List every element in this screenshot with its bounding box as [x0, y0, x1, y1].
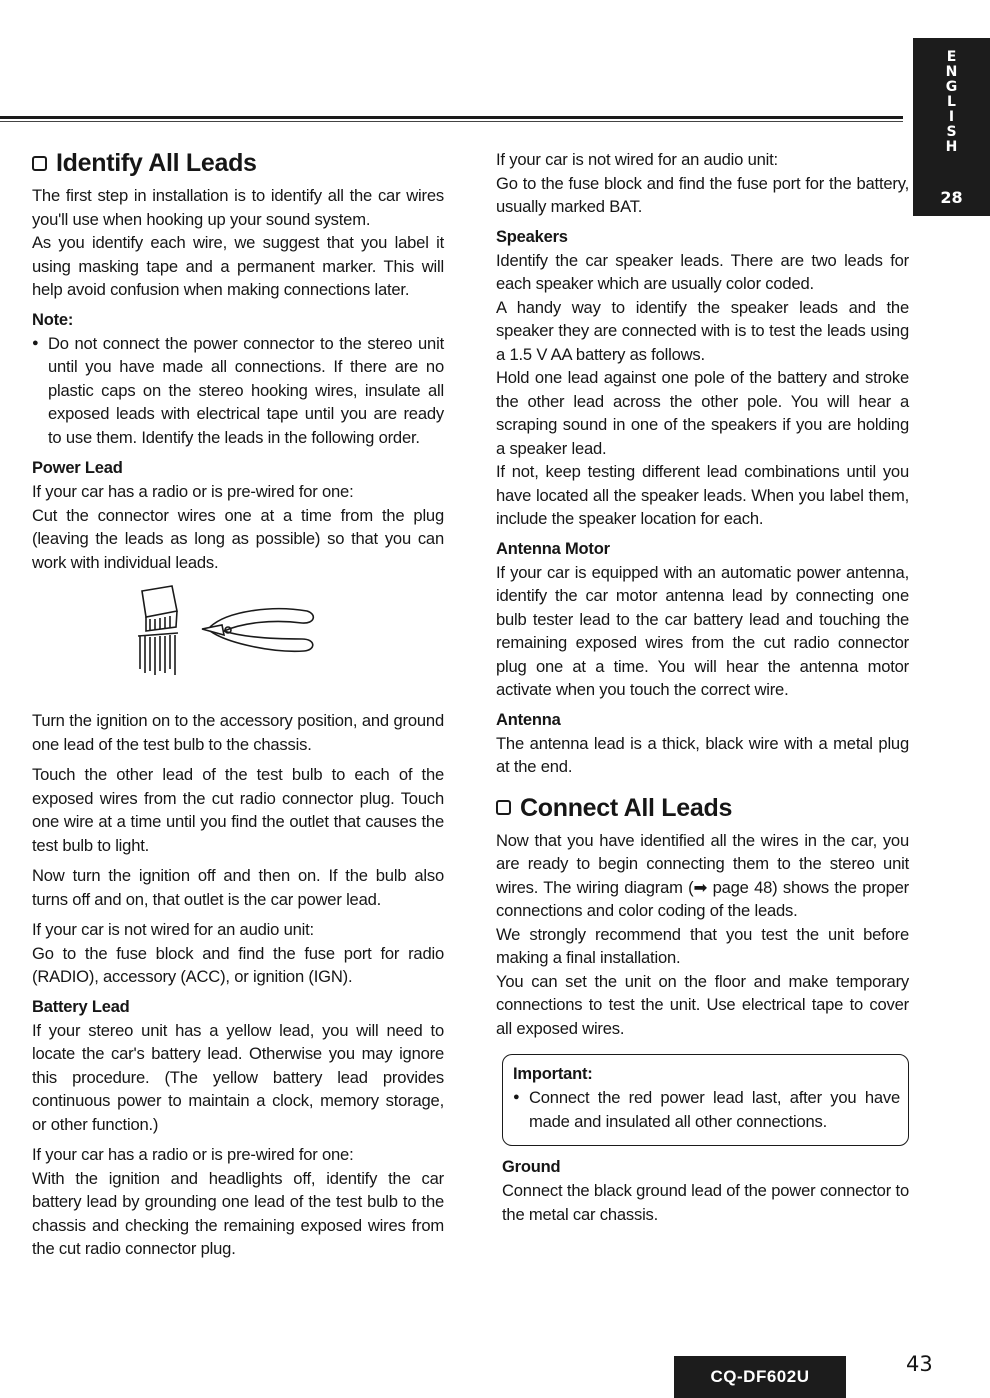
identify-heading-text: Identify All Leads	[56, 149, 257, 177]
important-list	[513, 1086, 900, 1133]
tab-letter: L	[947, 94, 956, 110]
tab-letter: G	[945, 79, 958, 95]
left-column	[32, 148, 444, 1268]
paragraph: Go to the fuse block and find the fuse port for the battery, usually marked BAT.	[496, 173, 909, 216]
note-heading: Note:	[32, 310, 74, 329]
antenna-motor-heading: Antenna Motor	[496, 539, 610, 558]
connect-heading-text: Connect All Leads	[520, 793, 733, 822]
paragraph: Now turn the ignition off and then on. If the bulb also turns off and on, that outlet is the car power lead.	[32, 866, 444, 909]
paragraph: Touch the other lead of the test bulb to each of the exposed wires from the cut radio connector plug. Touch one wire at a time until you find the outlet that causes the test bulb to light.	[32, 765, 444, 855]
paragraph: Hold one lead against one pole of the battery and stroke the other lead across the other pole. You will hear a scraping sound in one of the speakers if you are holding a speaker lead.	[496, 368, 909, 458]
right-column	[496, 148, 909, 1233]
note-list	[32, 332, 444, 450]
paragraph: Cut the connector wires one at a time from the plug (leaving the leads as long as possible) so that you can work with individual leads.	[32, 505, 444, 572]
tab-letter: I	[948, 109, 955, 125]
important-box	[502, 1054, 909, 1146]
paragraph: If your car is equipped with an automatic power antenna, identify the car motor antenna lead by connecting one bulb tester lead to the car battery lead and touching the remaining exposed wires from the cut radio connector plug one at a time. You will hear the antenna motor activate when you touch the correct wire.	[496, 562, 909, 699]
paragraph: We strongly recommend that you test the unit before making a final installation.	[496, 924, 909, 967]
cutting-wires-illustration	[32, 581, 444, 697]
battery-lead-heading: Battery Lead	[32, 997, 130, 1016]
antenna-heading: Antenna	[496, 710, 561, 729]
tab-letter: N	[945, 64, 958, 80]
paragraph: Now that you have identified all the wires in the car, you are ready to begin connecting them to the stereo unit wires. The wiring diagram (➡ page 48) shows the proper connections and color coding of the leads.	[496, 830, 909, 920]
speakers-heading: Speakers	[496, 227, 568, 246]
paragraph: If your stereo unit has a yellow lead, you will need to locate the car's battery lead. Otherwise you may ignore this procedure. (The yellow battery lead provides continuous power to maintain a clock, memory storage, or other function.)	[32, 1020, 444, 1134]
paragraph: Go to the fuse block and find the fuse port for radio (RADIO), accessory (ACC), or ignition (IGN).	[32, 943, 444, 986]
page-number: 43	[906, 1352, 933, 1376]
paragraph: If your car has a radio or is pre-wired for one:	[32, 482, 354, 501]
paragraph: If your car is not wired for an audio unit:	[32, 920, 314, 939]
paragraph: A handy way to identify the speaker leads and the speaker they are connected with is to test the leads using a 1.5 V AA battery as follows.	[496, 297, 909, 364]
paragraph: If your car is not wired for an audio unit:	[496, 150, 778, 169]
header-rule	[0, 116, 903, 119]
important-bullet: ● Connect the red power lead last, after you have made and insulated all other connections.	[513, 1086, 900, 1133]
identify-heading	[32, 148, 444, 178]
language-tab-letters	[913, 50, 990, 155]
section-number: 28	[940, 188, 963, 207]
language-tab	[913, 38, 990, 216]
tab-letter: H	[945, 139, 958, 155]
ground-heading: Ground	[502, 1158, 561, 1176]
paragraph: If not, keep testing different lead combinations until you have located all the speaker leads. When you label them, include the speaker location for each.	[496, 462, 909, 528]
intro-paragraph: The first step in installation is to identify all the car wires you'll use when hooking up your sound system.	[32, 186, 444, 229]
paragraph: Identify the car speaker leads. There are two leads for each speaker which are usually color coded.	[496, 250, 909, 293]
paragraph: You can set the unit on the floor and make temporary connections to test the unit. Use electrical tape to cover all exposed wires.	[496, 971, 909, 1038]
important-heading: Important:	[513, 1065, 593, 1083]
note-bullet: ● Do not connect the power connector to the stereo unit until you have made all connections. If there are no plastic caps on the stereo hooking wires, insulate all exposed leads with electrical tape until you are ready to use them. Identify the leads in the following order.	[32, 332, 444, 450]
intro-paragraph: As you identify each wire, we suggest that you label it using masking tape and a permanent marker. This will help avoid confusion when making connections later.	[32, 233, 444, 299]
connect-heading	[496, 793, 909, 823]
checkbox-icon	[32, 156, 47, 171]
model-label: CQ-DF602U	[674, 1356, 846, 1398]
paragraph: Turn the ignition on to the accessory position, and ground one lead of the test bulb to the chassis.	[32, 711, 444, 754]
paragraph: The antenna lead is a thick, black wire with a metal plug at the end.	[496, 733, 909, 776]
wire-cutter-icon	[132, 581, 332, 681]
tab-letter: E	[946, 49, 957, 65]
header-rule-thin	[0, 121, 903, 122]
checkbox-icon	[496, 800, 511, 815]
paragraph: With the ignition and headlights off, identify the car battery lead by grounding one lead of the test bulb to the chassis and checking the remaining exposed wires from the cut radio connector plug.	[32, 1168, 444, 1258]
power-lead-heading: Power Lead	[32, 459, 123, 477]
paragraph: If your car has a radio or is pre-wired for one:	[32, 1145, 354, 1164]
paragraph: Connect the black ground lead of the power connector to the metal car chassis.	[502, 1181, 909, 1224]
tab-letter: S	[946, 124, 957, 140]
